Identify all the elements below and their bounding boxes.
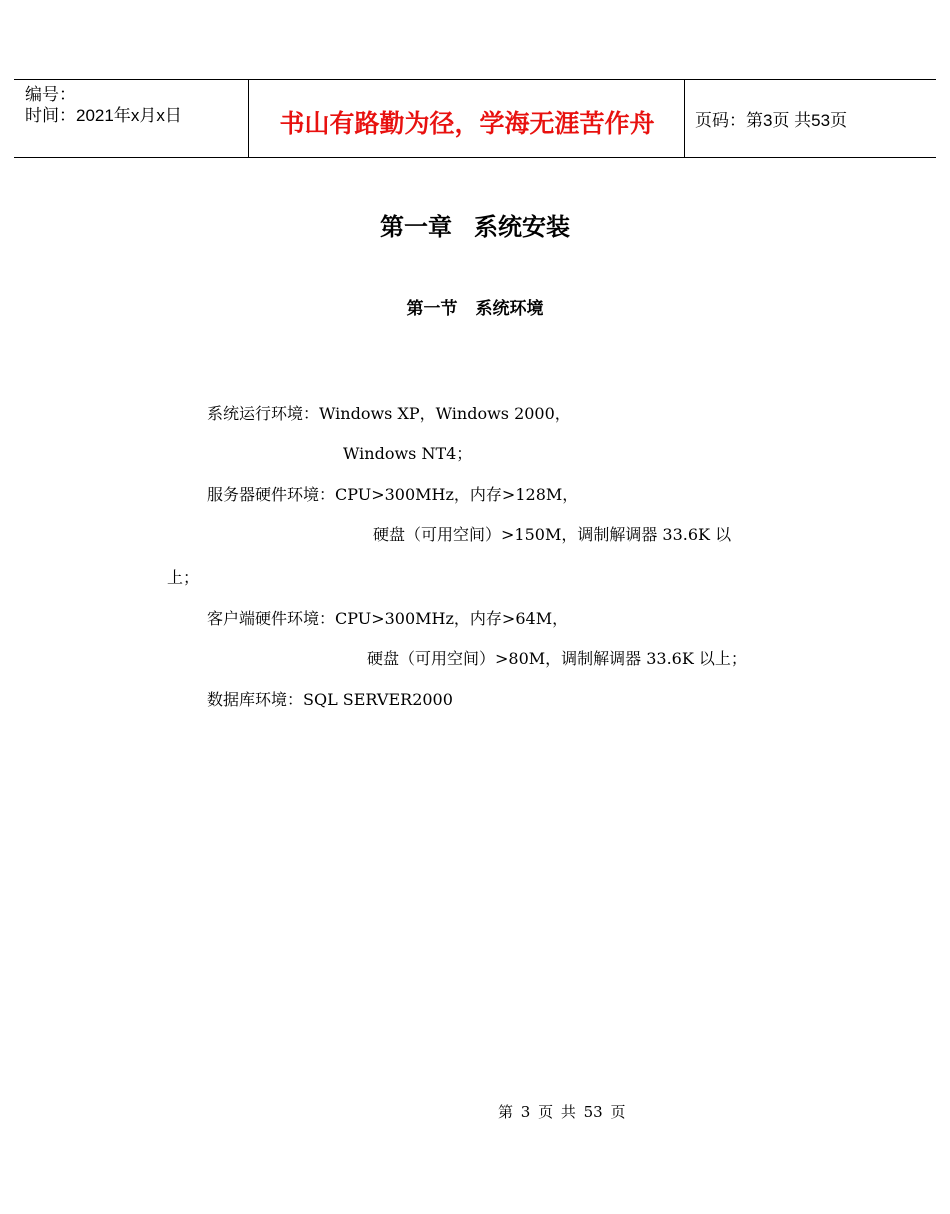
server-hardware-line2: 硬盘（可用空间）>150M，调制解调器 33.6K 以 [373, 525, 732, 544]
header-page-info: 页码：第3页 共53页 [695, 111, 848, 130]
header-meta [25, 84, 182, 126]
server-hardware-line1: 服务器硬件环境：CPU>300MHz，内存>128M， [207, 485, 579, 504]
chapter-name: 系统安装 [474, 213, 570, 241]
document-number-label: 编号： [25, 85, 76, 104]
header-motto: 书山有路勤为径，学海无涯苦作舟 [279, 108, 655, 138]
chapter-title [0, 209, 950, 245]
database-environment-line: 数据库环境：SQL SERVER2000 [207, 690, 453, 709]
section-name: 系统环境 [475, 299, 544, 319]
client-hardware-line2: 硬盘（可用空间）>80M，调制解调器 33.6K 以上； [367, 649, 747, 668]
os-environment-line1: 系统运行环境：Windows XP，Windows 2000， [207, 404, 571, 423]
client-hardware-line1: 客户端硬件环境：CPU>300MHz，内存>64M， [207, 609, 569, 628]
section-number: 第一节 [406, 299, 458, 319]
document-date: 时间：2021年x月x日 [25, 106, 182, 125]
page-footer: 第 3 页 共 53 页 [498, 1103, 626, 1121]
page-header [14, 79, 936, 158]
server-hardware-line3: 上； [167, 568, 200, 587]
chapter-number: 第一章 [380, 213, 452, 241]
os-environment-line2: Windows NT4； [343, 444, 473, 463]
section-title [0, 296, 950, 322]
